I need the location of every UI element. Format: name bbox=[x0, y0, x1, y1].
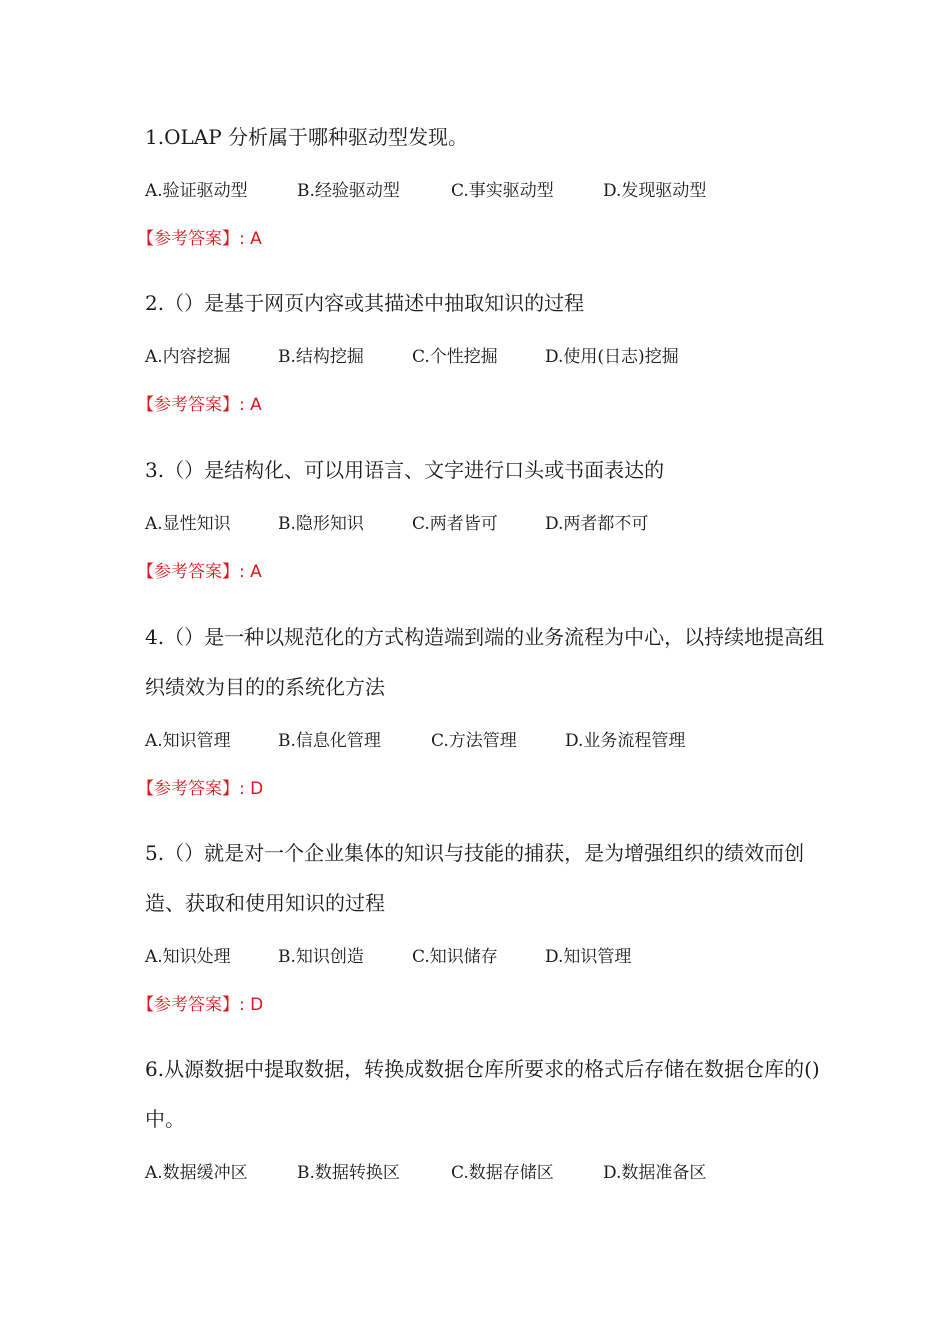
question-5 bbox=[137, 828, 825, 1018]
option-b: B.信息化管理 bbox=[278, 731, 381, 751]
option-b: B.数据转换区 bbox=[297, 1163, 400, 1183]
option-d: D.两者都不可 bbox=[545, 514, 649, 534]
question-text: 6.从源数据中提取数据，转换成数据仓库所要求的格式后存储在数据仓库的()中。 bbox=[145, 1057, 820, 1131]
question-2 bbox=[137, 278, 825, 418]
option-a: A.知识处理 bbox=[145, 947, 231, 967]
reference-answer: 【参考答案】: D bbox=[137, 995, 264, 1015]
options-row bbox=[145, 178, 825, 204]
option-c: C.事实驱动型 bbox=[451, 181, 554, 201]
options-row bbox=[145, 344, 825, 370]
option-c: C.两者皆可 bbox=[412, 514, 498, 534]
option-d: D.数据准备区 bbox=[603, 1163, 707, 1183]
option-b: B.知识创造 bbox=[278, 947, 364, 967]
option-a: A.显性知识 bbox=[145, 514, 231, 534]
option-c: C.知识储存 bbox=[412, 947, 498, 967]
option-b: B.结构挖掘 bbox=[278, 347, 364, 367]
option-d: D.知识管理 bbox=[545, 947, 632, 967]
option-c: C.个性挖掘 bbox=[412, 347, 498, 367]
question-3 bbox=[137, 445, 825, 585]
question-6 bbox=[145, 1044, 825, 1186]
reference-answer: 【参考答案】: D bbox=[137, 779, 264, 799]
option-d: D.使用(日志)挖掘 bbox=[545, 347, 679, 367]
question-1 bbox=[137, 112, 825, 252]
option-c: C.方法管理 bbox=[431, 731, 517, 751]
option-a: A.知识管理 bbox=[145, 731, 231, 751]
options-row bbox=[145, 944, 825, 970]
option-c: C.数据存储区 bbox=[451, 1163, 554, 1183]
question-4 bbox=[137, 612, 825, 802]
question-text: 1.OLAP 分析属于哪种驱动型发现。 bbox=[145, 125, 469, 149]
option-d: D.业务流程管理 bbox=[565, 731, 686, 751]
option-b: B.隐形知识 bbox=[278, 514, 364, 534]
question-text: 2.（）是基于网页内容或其描述中抽取知识的过程 bbox=[145, 291, 585, 315]
question-text: 3.（）是结构化、可以用语言、文字进行口头或书面表达的 bbox=[145, 458, 665, 482]
option-a: A.验证驱动型 bbox=[145, 181, 248, 201]
reference-answer: 【参考答案】: A bbox=[137, 395, 262, 415]
reference-answer: 【参考答案】: A bbox=[137, 562, 262, 582]
question-text: 5.（）就是对一个企业集体的知识与技能的捕获，是为增强组织的绩效而创造、获取和使用知识的过程 bbox=[145, 841, 805, 915]
options-row bbox=[145, 1160, 825, 1186]
option-a: A.数据缓冲区 bbox=[145, 1163, 248, 1183]
option-d: D.发现驱动型 bbox=[603, 181, 707, 201]
option-a: A.内容挖掘 bbox=[145, 347, 231, 367]
option-b: B.经验驱动型 bbox=[297, 181, 400, 201]
question-text: 4.（）是一种以规范化的方式构造端到端的业务流程为中心，以持续地提高组织绩效为目的的系统化方法 bbox=[145, 625, 825, 699]
options-row bbox=[145, 728, 825, 754]
options-row bbox=[145, 511, 825, 537]
reference-answer: 【参考答案】: A bbox=[137, 229, 262, 249]
